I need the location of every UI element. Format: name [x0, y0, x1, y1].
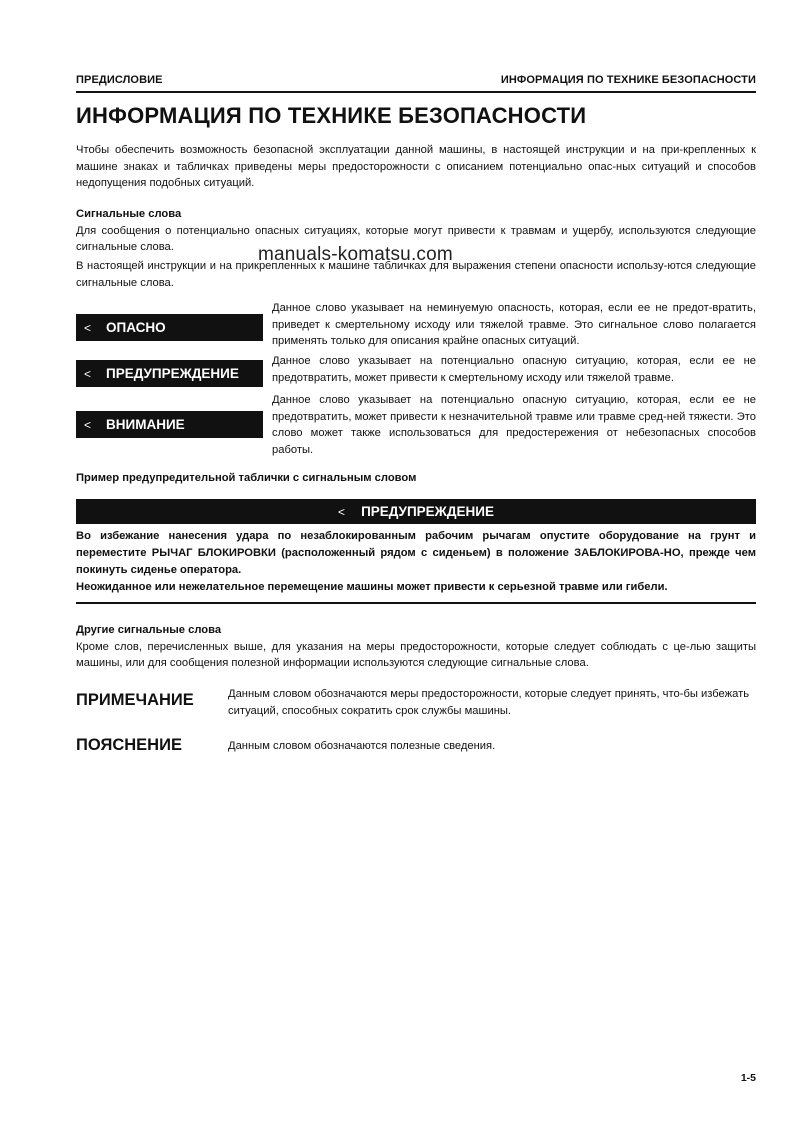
intro-paragraph: Чтобы обеспечить возможность безопасной эксплуатации данной машины, в настоящей инструкции и на при-крепленных к машине знаках и табличках приведены меры предосторожности с описанием потенциально опас-ных ситуаций и способов недопущения подобных ситуаций. — [76, 144, 756, 189]
other-words-heading: Другие сигнальные слова — [76, 624, 222, 636]
note-description: Данным словом обозначаются меры предосторожности, которые следует принять, что-бы избежать ситуаций, способных сократить срок службы машины. — [228, 688, 750, 717]
chapter-name: ИНФОРМАЦИЯ ПО ТЕХНИКЕ БЕЗОПАСНОСТИ — [500, 74, 756, 86]
example-warning-label: ПРЕДУПРЕЖДЕНИЕ — [361, 504, 494, 519]
explanation-description: Данным словом обозначаются полезные сведения. — [228, 740, 496, 752]
explanation-word: ПОЯСНЕНИЕ — [76, 736, 182, 754]
warning-triangle-icon: < — [84, 367, 92, 381]
signal-words-text-2: В настоящей инструкции и на прикрепленных к машине табличках для выражения степени опасности использу-ются следующие сигнальные слова. — [76, 260, 756, 289]
example-warning-text-1: Во избежание нанесения удара по незаблокированным рабочим рычагам опустите оборудование на грунт и переместите РЫЧАГ БЛОКИРОВКИ (расположенный рядом с сиденьем) в положение ЗАБЛОКИРОВА-НО, прежде чем покинуть сиденье оператора. — [76, 530, 756, 576]
example-divider — [76, 602, 756, 604]
example-warning-text-2: Неожиданное или нежелательное перемещение машины может привести к серьезной травме или гибели. — [76, 581, 668, 593]
note-word: ПРИМЕЧАНИЕ — [76, 691, 194, 709]
warning-triangle-icon: < — [84, 418, 92, 432]
example-heading: Пример предупредительной таблички с сигнальным словом — [76, 472, 417, 484]
warning-triangle-icon: < — [84, 321, 92, 335]
running-header — [76, 74, 756, 90]
example-warning-body — [76, 528, 756, 596]
danger-label — [76, 314, 263, 341]
watermark: manuals-komatsu.com — [258, 244, 453, 265]
other-words-section — [76, 622, 756, 672]
warning-label-text: ПРЕДУПРЕЖДЕНИЕ — [106, 366, 239, 381]
warning-description: Данное слово указывает на потенциально опасную ситуацию, которая, если ее не предотвратить, может привести к смертельному исходу или тяжелой травме. — [272, 355, 756, 384]
signal-words-heading: Сигнальные слова — [76, 208, 182, 220]
warning-label — [76, 360, 263, 387]
caution-label — [76, 411, 263, 438]
danger-description: Данное слово указывает на неминуемую опасность, которая, если ее не предот-вратить, приведет к смертельному исходу или тяжелой травме. Это сигнальное слово полагается применять только для описания крайне опасных ситуаций. — [272, 302, 756, 347]
page-title: ИНФОРМАЦИЯ ПО ТЕХНИКЕ БЕЗОПАСНОСТИ — [76, 103, 587, 128]
warning-triangle-icon: < — [338, 505, 346, 519]
section-name: ПРЕДИСЛОВИЕ — [76, 74, 163, 86]
caution-description: Данное слово указывает на потенциально опасную ситуацию, которая, если ее не предотвратить, может привести к незначительной травме или травме сред-ней тяжести. Это слово может также использоваться для предостережения от небезопасных способов работы. — [272, 394, 756, 456]
signal-words-text: Для сообщения о потенциально опасных ситуациях, которые могут привести к травмам и ущербу, используются следующие сигнальные слова. — [76, 224, 756, 253]
danger-label-text: ОПАСНО — [106, 320, 166, 335]
other-words-text: Кроме слов, перечисленных выше, для указания на меры предосторожности, которые следует соблюдать с це-лью защиты машины, или для сообщения полезной информации используются следующие сигнальные слова. — [76, 640, 756, 669]
page-number: 1-5 — [740, 1072, 756, 1084]
example-warning-banner — [76, 499, 756, 524]
caution-label-text: ВНИМАНИЕ — [106, 417, 185, 432]
header-divider — [76, 91, 756, 93]
